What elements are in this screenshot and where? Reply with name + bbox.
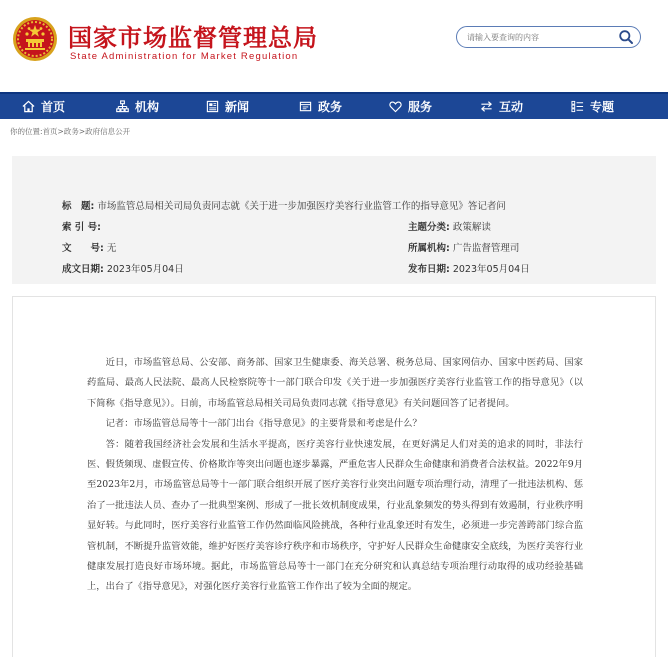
info-date-row: [62, 261, 184, 275]
site-header: [0, 0, 668, 92]
nav-item-home[interactable]: [22, 94, 65, 119]
nav-label: 政务: [318, 100, 343, 114]
breadcrumb-home-link[interactable]: 首页: [42, 127, 58, 136]
pubdate-value: 2023年05月04日: [452, 264, 530, 275]
docno-label: 文 号:: [62, 243, 104, 254]
date-label: 成文日期:: [62, 264, 104, 275]
breadcrumb-separator: >: [78, 127, 86, 136]
info-pubdate-row: [408, 261, 530, 275]
document-info-panel: [12, 156, 656, 284]
breadcrumb-prefix: 你的位置:: [10, 127, 43, 136]
search-icon[interactable]: [618, 29, 634, 45]
org-value: 广告监督管理司: [452, 243, 520, 254]
nav-label: 新闻: [225, 100, 250, 114]
search-input[interactable]: [467, 29, 607, 45]
nav-item-organization[interactable]: [116, 94, 159, 119]
national-emblem-icon: [12, 16, 58, 62]
organization-icon: [116, 100, 129, 113]
breadcrumb-separator: >: [57, 127, 64, 136]
site-subtitle: State Administration for Market Regulation: [70, 51, 299, 62]
info-title-row: [62, 198, 506, 212]
title-value: 市场监管总局相关司局负责同志就《关于进一步加强医疗美容行业监管工作的指导意见》答记者问: [97, 201, 506, 212]
category-label: 主题分类:: [408, 222, 450, 233]
heart-icon: [389, 100, 402, 113]
nav-label: 互动: [499, 100, 524, 114]
nav-item-news[interactable]: [206, 94, 249, 119]
info-category-row: [408, 219, 491, 233]
docno-value: 无: [106, 243, 117, 254]
topics-icon: [571, 100, 584, 113]
article-container: [12, 296, 656, 657]
breadcrumb-government-link[interactable]: 政务: [63, 127, 79, 136]
nav-item-topics[interactable]: [571, 94, 614, 119]
interaction-icon: [480, 100, 493, 113]
home-icon: [22, 100, 35, 113]
nav-item-government[interactable]: [299, 94, 342, 119]
search-box: [456, 26, 641, 48]
article-paragraph: 答：随着我国经济社会发展和生活水平提高，医疗美容行业快速发展，在更好满足人们对美的追求的同时，非法行医、假货频现、虚假宣传、价格欺诈等突出问题也逐步暴露，严重危害人民群众生命健康和消费者合法权益。2022年9月至2023年2月，市场监管总局等十一部门联合组织开展了医疗美容行业突出问题专项治理行动，清理了一批违法机构、惩治了一批违法人员、查办了一批典型案例、形成了一批长效机制度成果，行业乱象频发的势头得到有效遏制，行业秩序明显好转。与此同时，医疗美容行业监管工作仍然面临风险挑战，各种行业乱象还时有发生，必须进一步完善跨部门综合监管机制，不断提升监管效能，维护好医疗美容诊疗秩序和市场秩序，守护好人民群众生命健康安全底线，为医疗美容行业健康发展打造良好市场环境。据此，市场监管总局等十一部门在充分研究和认真总结专项治理行动取得的成功经验基础上，出台了《指导意见》，对强化医疗美容行业监管工作作出了较为全面的规定。: [87, 438, 583, 593]
government-icon: [299, 100, 312, 113]
article-body: [87, 353, 583, 598]
index-label: 索 引 号:: [62, 222, 101, 233]
date-value: 2023年05月04日: [106, 264, 184, 275]
site-title: 国家市场监督管理总局: [68, 23, 318, 52]
nav-label: 专题: [590, 100, 615, 114]
info-index-row: [62, 219, 101, 233]
info-docno-row: [62, 240, 116, 254]
nav-item-interaction[interactable]: [480, 94, 523, 119]
article-paragraph: 记者：市场监管总局等十一部门出台《指导意见》的主要背景和考虑是什么？: [105, 418, 422, 430]
title-label: 标 题:: [62, 201, 95, 212]
nav-label: 机构: [135, 100, 160, 114]
breadcrumb-info-disclosure-link[interactable]: 政府信息公开: [85, 127, 131, 136]
category-value: 政策解读: [452, 222, 491, 233]
nav-label: 服务: [408, 100, 433, 114]
nav-item-service[interactable]: [389, 94, 432, 119]
news-icon: [206, 100, 219, 113]
org-label: 所属机构:: [408, 243, 450, 254]
article-paragraph: 近日，市场监管总局、公安部、商务部、国家卫生健康委、海关总署、税务总局、国家网信办、国家中医药局、国家药监局、最高人民法院、最高人民检察院等十一部门联合印发《关于进一步加强医疗美容行业监管工作的指导意见》（以下简称《指导意见》）。日前，市场监管总局相关司局负责同志就《指导意见》有关问题回答了记者提问。: [87, 357, 583, 409]
info-org-row: [408, 240, 519, 254]
nav-label: 首页: [41, 100, 66, 114]
pubdate-label: 发布日期:: [408, 264, 450, 275]
main-nav: [0, 92, 668, 119]
breadcrumb: [10, 126, 130, 137]
